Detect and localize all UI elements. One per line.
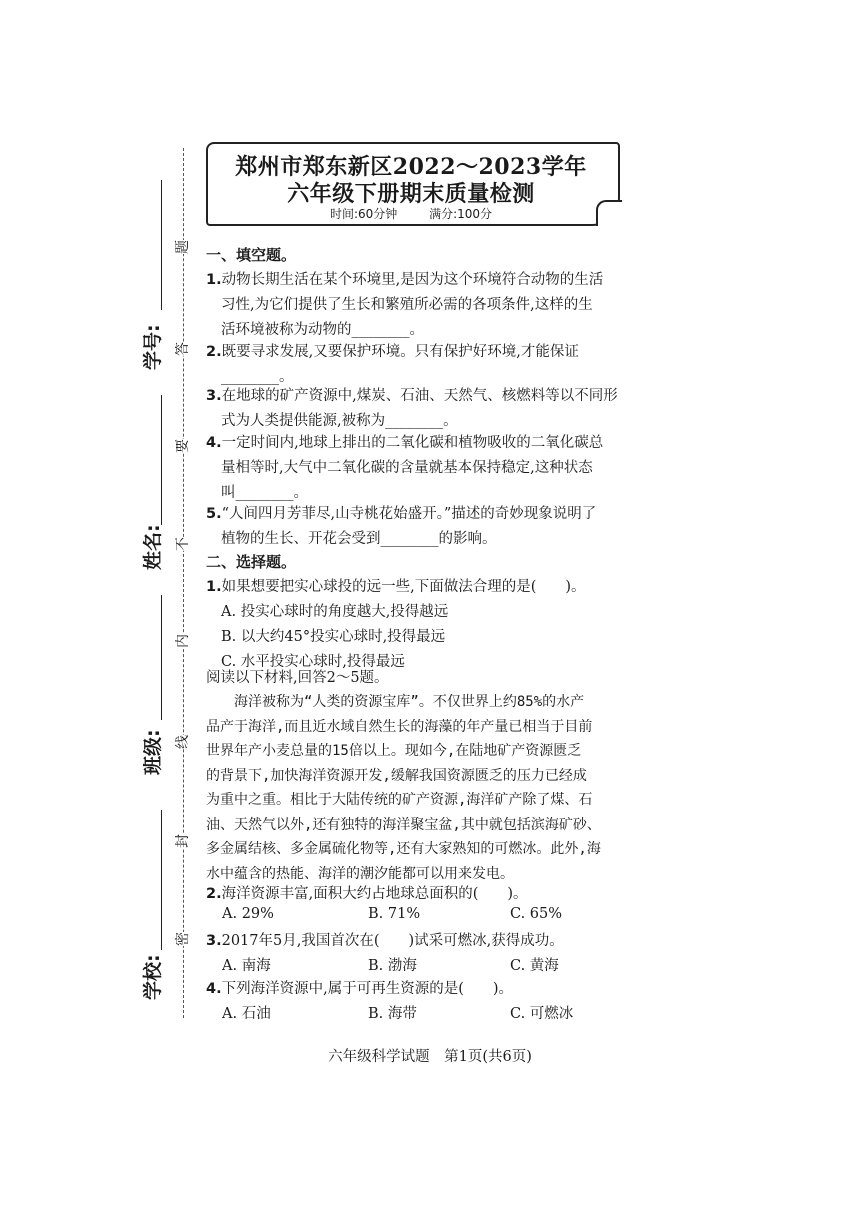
option-b: B. 以大约45°投实心球时,投得最远 [221, 629, 446, 645]
option-c: C. 黄海 [510, 958, 559, 974]
fill-question-2: 2.既要寻求发展,又要保护环境。只有保护好环境,才能保证 ________。 [206, 344, 579, 385]
section-fill-blank-heading: 一、填空题。 [206, 246, 297, 264]
seal-char: 内 [175, 634, 191, 648]
seal-char: 线 [175, 735, 191, 749]
choice-question-1: 1.如果想要把实心球投的远一些,下面做法合理的是( )。 A. 投实心球时的角度越大,投得越远 B. 以大约45°投实心球时,投得最远 C. 水平投实心球时,投得最远 [206, 575, 636, 675]
option-c: C. 水平投实心球时,投得最远 [221, 654, 405, 670]
option-a: A. 29% [222, 906, 274, 922]
student-id-line [161, 180, 162, 310]
fill-question-4: 4.一定时间内,地球上排出的二氧化碳和植物吸收的二氧化碳总 量相等时,大气中二氧化碳的含量就基本保持稳定,这种状态 叫________。 [206, 435, 604, 501]
fill-question-1: 1.动物长期生活在某个环境里,是因为这个环境符合动物的生活 习性,为它们提供了生长和繁殖所必需的各项条件,这样的生 活环境被称为动物的________。 [206, 272, 604, 338]
exam-title-line2: 六年级下册期末质量检测 [287, 181, 535, 207]
seal-char: 答 [175, 342, 191, 356]
passage-intro: 阅读以下材料,回答2～5题。 [206, 670, 389, 686]
option-a: A. 投实心球时的角度越大,投得越远 [221, 604, 449, 620]
choice-question-2: 2.海洋资源丰富,面积大约占地球总面积的( )。 [206, 886, 528, 902]
section-choice-heading: 二、选择题。 [206, 553, 297, 571]
fill-question-5: 5.“人间四月芳菲尽,山寺桃花始盛开。”描述的奇妙现象说明了 植物的生长、开花会受到________的影响。 [206, 506, 597, 547]
name-line [161, 395, 162, 525]
seal-char: 封 [175, 834, 191, 848]
exam-time: 时间:60分钟 [329, 207, 398, 221]
option-b: B. 71% [368, 906, 421, 922]
exam-title-line1: 郑州市郑东新区2022～2023学年 [235, 154, 587, 180]
fill-question-3: 3.在地球的矿产资源中,煤炭、石油、天然气、核燃料等以不同形 式为人类提供能源,被称为________。 [206, 388, 618, 429]
reading-passage: 海洋被称为“人类的资源宝库”。不仅世界上约85%的水产 品产于海洋,而且近水域自然生长的海藻的年产量已相当于目前 世界年产小麦总量的15倍以上。现如今,在陆地矿产资源匮乏 的背景下,加快海洋资源开发,缓解我国资源匮乏的压力已经成 为重中之重。相比于大陆传统的矿产资源,海洋矿产除了煤、石 油、天然气以外,还有独特的海洋聚宝盆,其中就包括滨海矿砂、 多金属结核、多金属硫化物等,还有大家熟知的可燃冰。此外,海 水中蕴含的热能、海洋的潮汐能都可以用来发电。 [206, 694, 601, 882]
school-line [161, 810, 162, 950]
option-c: C. 65% [510, 906, 563, 922]
option-b: B. 渤海 [368, 958, 417, 974]
option-b: B. 海带 [368, 1006, 417, 1022]
choice-question-4: 4.下列海洋资源中,属于可再生资源的是( )。 [206, 981, 514, 997]
seal-dashed-line [183, 148, 184, 1018]
seal-char: 不 [175, 537, 191, 551]
class-line [161, 595, 162, 720]
option-a: A. 南海 [222, 958, 271, 974]
seal-char: 密 [175, 932, 191, 946]
option-a: A. 石油 [222, 1006, 271, 1022]
seal-char: 题 [175, 240, 191, 254]
seal-char: 要 [175, 439, 191, 453]
choice-question-3: 3.2017年5月,我国首次在( )试采可燃冰,获得成功。 [206, 933, 564, 949]
name-label: 姓名: [142, 524, 164, 570]
option-c: C. 可燃冰 [510, 1006, 574, 1022]
exam-info [206, 205, 616, 222]
page-footer: 六年级科学试题 第1页(共6页) [328, 1049, 532, 1065]
exam-full-score: 满分:100分 [429, 207, 493, 221]
student-id-label: 学号: [142, 324, 164, 370]
school-label: 学校: [142, 954, 164, 1000]
class-label: 班级: [142, 729, 164, 775]
